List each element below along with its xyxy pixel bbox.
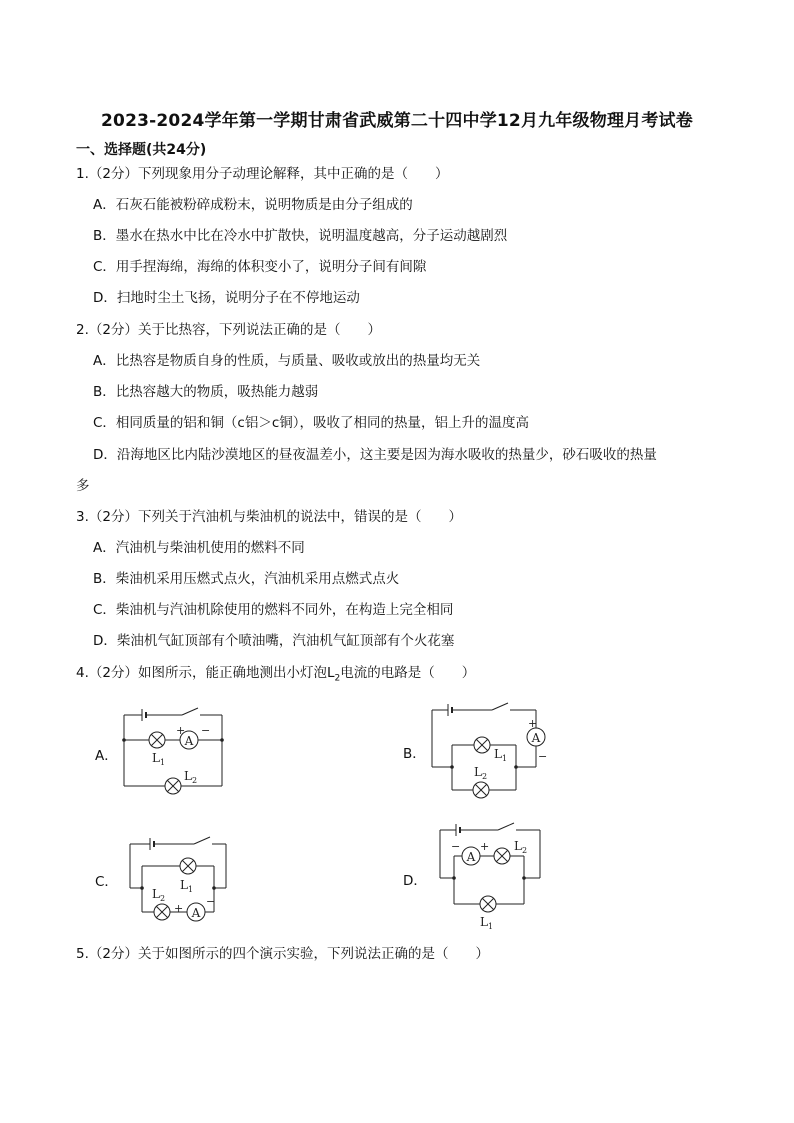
circuit-b-label: B． [403,746,426,762]
question-2-option-c: C．相同质量的铝和铜（c铝＞c铜），吸收了相同的热量，铝上升的温度高 [93,415,530,431]
lamp-l1-d-label: $L_1$ [480,915,494,931]
ammeter-d-minus: − [451,840,461,853]
question-3-stem: 3.（2分）下列关于汽油机与柴油机的说法中，错误的是（ ） [76,509,462,525]
ammeter-d-plus: + [480,840,490,853]
ammeter-b-plus: + [528,717,538,730]
lamp-l2-b-label: $L_2$ [474,765,488,781]
circuit-diagram-a [118,700,228,804]
ammeter-b-minus: − [538,750,548,763]
question-3-option-c: C．柴油机与汽油机除使用的燃料不同外，在构造上完全相同 [93,602,454,618]
ammeter-a-label: A [184,734,194,748]
question-1-option-b: B．墨水在热水中比在冷水中扩散快，说明温度越高，分子运动越剧烈 [93,228,508,244]
section-heading: 一、选择题(共24分) [76,142,207,158]
question-3-option-a: A．汽油机与柴油机使用的燃料不同 [93,540,305,556]
question-1-option-c: C．用手捏海绵，海绵的体积变小了，说明分子间有间隙 [93,259,427,275]
ammeter-a-plus: + [176,724,186,737]
lamp-l1-b-label: $L_1$ [494,747,508,763]
question-2-option-a: A．比热容是物质自身的性质，与质量、吸收或放出的热量均无关 [93,353,481,369]
circuit-diagram-b [426,700,556,809]
circuit-diagram-d [434,820,549,939]
question-2-option-d-continuation: 多 [76,478,90,494]
question-1-option-d: D．扫地时尘土飞扬，说明分子在不停地运动 [93,290,360,306]
circuit-d-label: D． [403,873,427,889]
ammeter-c-minus: − [206,895,216,908]
question-4-stem: 4.（2分）如图所示，能正确地测出小灯泡$L_2$电流的电路是（ ） [76,665,476,684]
ammeter-c-plus: + [174,902,184,915]
question-1-option-a: A．石灰石能被粉碎成粉末，说明物质是由分子组成的 [93,197,413,213]
lamp-l1-c-label: $L_1$ [180,878,194,894]
circuit-c-label: C． [95,874,118,890]
question-3-option-b: B．柴油机采用压燃式点火，汽油机采用点燃式点火 [93,571,400,587]
question-3-option-d: D．柴油机气缸顶部有个喷油嘴，汽油机气缸顶部有个火花塞 [93,633,455,649]
lamp-l2-c-label: $L_2$ [152,887,166,903]
ammeter-b-label: A [531,731,541,745]
ammeter-c-label: A [191,906,201,920]
question-5-stem: 5.（2分）关于如图所示的四个演示实验，下列说法正确的是（ ） [76,946,489,962]
exam-title: 2023-2024学年第一学期甘肃省武威第二十四中学12月九年级物理月考试卷 [101,111,693,131]
lamp-l2-a-label: $L_2$ [184,769,198,785]
circuit-a-label: A． [95,748,118,764]
question-1-stem: 1.（2分）下列现象用分子动理论解释，其中正确的是（ ） [76,166,449,182]
question-2-stem: 2.（2分）关于比热容，下列说法正确的是（ ） [76,322,381,338]
question-2-option-d: D．沿海地区比内陆沙漠地区的昼夜温差小，这主要是因为海水吸收的热量少，砂石吸收的热量 [93,447,657,463]
ammeter-d-label: A [466,850,476,864]
ammeter-a-minus: − [201,724,211,737]
lamp-l2-d-label: $L_2$ [514,839,528,855]
question-2-option-b: B．比热容越大的物质，吸热能力越弱 [93,384,319,400]
lamp-l1-a-label: $L_1$ [152,751,166,767]
circuit-diagram-c [124,832,234,931]
